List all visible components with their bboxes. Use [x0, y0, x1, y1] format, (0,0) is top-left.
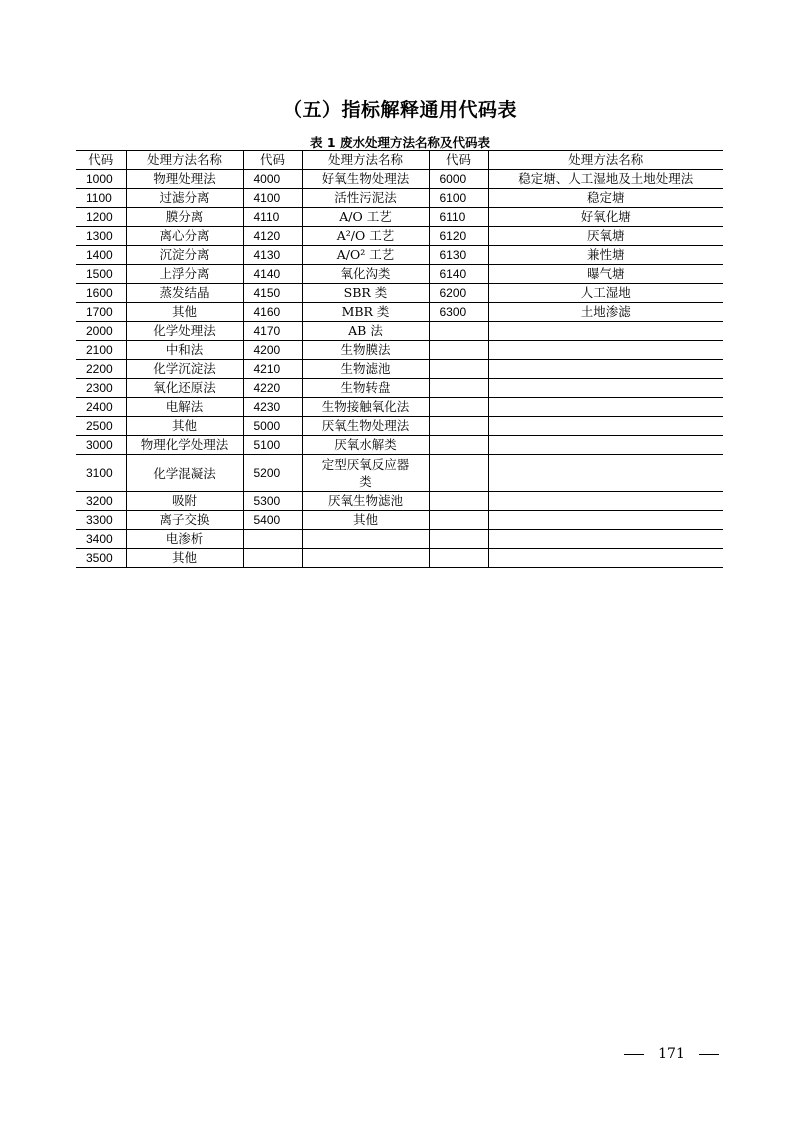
method-name-cell: 离心分离: [126, 227, 243, 246]
code-cell: [429, 379, 488, 398]
table-row: [76, 511, 723, 530]
table-row: [76, 341, 723, 360]
code-cell: 4160: [243, 303, 302, 322]
code-cell: 5300: [243, 492, 302, 511]
method-name-cell: 膜分离: [126, 208, 243, 227]
table-row: [76, 322, 723, 341]
code-cell: 4210: [243, 360, 302, 379]
code-cell: 4120: [243, 227, 302, 246]
method-name-cell: 定型厌氧反应器类: [302, 455, 429, 492]
code-cell: 5000: [243, 417, 302, 436]
method-name-cell: 电渗析: [126, 530, 243, 549]
method-name-cell: [488, 417, 723, 436]
code-cell: 3000: [76, 436, 126, 455]
page-footer: [624, 1046, 719, 1062]
code-cell: [429, 322, 488, 341]
method-name-cell: [488, 360, 723, 379]
table-row: [76, 455, 723, 492]
code-cell: 2200: [76, 360, 126, 379]
code-cell: [429, 417, 488, 436]
method-name-cell: 沉淀分离: [126, 246, 243, 265]
header-method-name: 处理方法名称: [302, 151, 429, 170]
code-cell: 3200: [76, 492, 126, 511]
code-cell: 5200: [243, 455, 302, 492]
method-name-cell: 氧化还原法: [126, 379, 243, 398]
code-cell: 4130: [243, 246, 302, 265]
code-cell: 6000: [429, 170, 488, 189]
code-cell: 3400: [76, 530, 126, 549]
method-name-cell: 上浮分离: [126, 265, 243, 284]
method-name-cell: 厌氧水解类: [302, 436, 429, 455]
method-name-cell: [488, 549, 723, 568]
code-cell: 2000: [76, 322, 126, 341]
method-name-cell: A²/O 工艺: [302, 227, 429, 246]
code-cell: 1400: [76, 246, 126, 265]
method-name-cell: 厌氧生物处理法: [302, 417, 429, 436]
table-header-row: [76, 151, 723, 170]
method-name-cell: 生物滤池: [302, 360, 429, 379]
method-name-cell: [488, 511, 723, 530]
code-cell: [429, 398, 488, 417]
code-cell: 6130: [429, 246, 488, 265]
table-row: [76, 246, 723, 265]
table-row: [76, 417, 723, 436]
code-cell: 3500: [76, 549, 126, 568]
method-name-cell: [302, 530, 429, 549]
header-method-name: 处理方法名称: [488, 151, 723, 170]
method-name-cell: 化学混凝法: [126, 455, 243, 492]
method-name-cell: [488, 436, 723, 455]
code-cell: [429, 360, 488, 379]
method-name-cell: [302, 549, 429, 568]
code-cell: 4170: [243, 322, 302, 341]
method-name-cell: A/O 工艺: [302, 208, 429, 227]
code-cell: 1200: [76, 208, 126, 227]
table-row: [76, 189, 723, 208]
method-name-cell: 生物接触氧化法: [302, 398, 429, 417]
method-name-cell: 物理处理法: [126, 170, 243, 189]
code-cell: 6110: [429, 208, 488, 227]
code-cell: 4200: [243, 341, 302, 360]
method-name-cell: 过滤分离: [126, 189, 243, 208]
table-row: [76, 227, 723, 246]
code-cell: [243, 549, 302, 568]
method-name-cell: 化学处理法: [126, 322, 243, 341]
code-cell: 4230: [243, 398, 302, 417]
code-cell: 4220: [243, 379, 302, 398]
method-name-cell: 化学沉淀法: [126, 360, 243, 379]
table-caption: 表 1 废水处理方法名称及代码表: [310, 135, 490, 150]
method-name-cell: 土地渗滤: [488, 303, 723, 322]
wastewater-method-code-table: [76, 150, 723, 568]
method-name-cell: A/O² 工艺: [302, 246, 429, 265]
code-cell: 4140: [243, 265, 302, 284]
code-cell: 6300: [429, 303, 488, 322]
code-cell: 6120: [429, 227, 488, 246]
code-cell: 6100: [429, 189, 488, 208]
table-row: [76, 530, 723, 549]
code-cell: 6200: [429, 284, 488, 303]
code-cell: 1000: [76, 170, 126, 189]
code-cell: 5400: [243, 511, 302, 530]
code-cell: 6140: [429, 265, 488, 284]
table-row: [76, 303, 723, 322]
code-cell: [429, 436, 488, 455]
method-name-cell: 物理化学处理法: [126, 436, 243, 455]
code-cell: 4110: [243, 208, 302, 227]
method-name-cell: 中和法: [126, 341, 243, 360]
code-cell: 4150: [243, 284, 302, 303]
table-body: [76, 170, 723, 568]
method-name-cell: 其他: [302, 511, 429, 530]
code-cell: 4000: [243, 170, 302, 189]
code-cell: 1300: [76, 227, 126, 246]
code-cell: 3300: [76, 511, 126, 530]
code-cell: 1600: [76, 284, 126, 303]
table-row: [76, 284, 723, 303]
code-cell: 1500: [76, 265, 126, 284]
code-cell: 1700: [76, 303, 126, 322]
method-name-cell: 厌氧生物滤池: [302, 492, 429, 511]
table-row: [76, 379, 723, 398]
method-name-cell: 其他: [126, 417, 243, 436]
method-name-cell: AB 法: [302, 322, 429, 341]
method-name-cell: [488, 455, 723, 492]
header-method-name: 处理方法名称: [126, 151, 243, 170]
code-cell: 2500: [76, 417, 126, 436]
code-cell: [429, 511, 488, 530]
footer-dash-right: [699, 1054, 719, 1055]
method-name-cell: 其他: [126, 303, 243, 322]
method-name-cell: 兼性塘: [488, 246, 723, 265]
method-name-cell: [488, 379, 723, 398]
method-name-cell: 好氧生物处理法: [302, 170, 429, 189]
table-row: [76, 398, 723, 417]
code-cell: 3100: [76, 455, 126, 492]
code-cell: [429, 455, 488, 492]
method-name-cell: 吸附: [126, 492, 243, 511]
table-row: [76, 170, 723, 189]
code-cell: 2100: [76, 341, 126, 360]
code-cell: [429, 492, 488, 511]
method-name-cell: 氧化沟类: [302, 265, 429, 284]
header-code: 代码: [243, 151, 302, 170]
method-name-cell: 好氧化塘: [488, 208, 723, 227]
method-name-cell: 蒸发结晶: [126, 284, 243, 303]
code-cell: 2300: [76, 379, 126, 398]
table-row: [76, 436, 723, 455]
method-name-cell: [488, 341, 723, 360]
code-cell: [429, 549, 488, 568]
code-cell: [429, 341, 488, 360]
method-name-cell: 生物膜法: [302, 341, 429, 360]
page-title: （五）指标解释通用代码表: [282, 99, 517, 121]
footer-dash-left: [624, 1054, 644, 1055]
code-cell: 1100: [76, 189, 126, 208]
method-name-cell: 人工湿地: [488, 284, 723, 303]
page-number: 171: [658, 1046, 685, 1062]
code-cell: 5100: [243, 436, 302, 455]
method-name-cell: [488, 322, 723, 341]
method-name-cell: 厌氧塘: [488, 227, 723, 246]
method-name-cell: 曝气塘: [488, 265, 723, 284]
method-name-cell: SBR 类: [302, 284, 429, 303]
method-name-cell: 其他: [126, 549, 243, 568]
header-code: 代码: [429, 151, 488, 170]
table-row: [76, 360, 723, 379]
method-name-cell: [488, 492, 723, 511]
code-cell: 4100: [243, 189, 302, 208]
method-name-cell: [488, 398, 723, 417]
method-name-cell: 离子交换: [126, 511, 243, 530]
table-row: [76, 208, 723, 227]
header-code: 代码: [76, 151, 126, 170]
method-name-cell: [488, 530, 723, 549]
code-cell: 2400: [76, 398, 126, 417]
method-name-cell: 稳定塘、人工湿地及土地处理法: [488, 170, 723, 189]
code-cell: [243, 530, 302, 549]
method-name-cell: 电解法: [126, 398, 243, 417]
method-name-cell: MBR 类: [302, 303, 429, 322]
table-row: [76, 265, 723, 284]
method-name-cell: 生物转盘: [302, 379, 429, 398]
table-row: [76, 549, 723, 568]
code-cell: [429, 530, 488, 549]
method-name-cell: 活性污泥法: [302, 189, 429, 208]
table-row: [76, 492, 723, 511]
method-name-cell: 稳定塘: [488, 189, 723, 208]
